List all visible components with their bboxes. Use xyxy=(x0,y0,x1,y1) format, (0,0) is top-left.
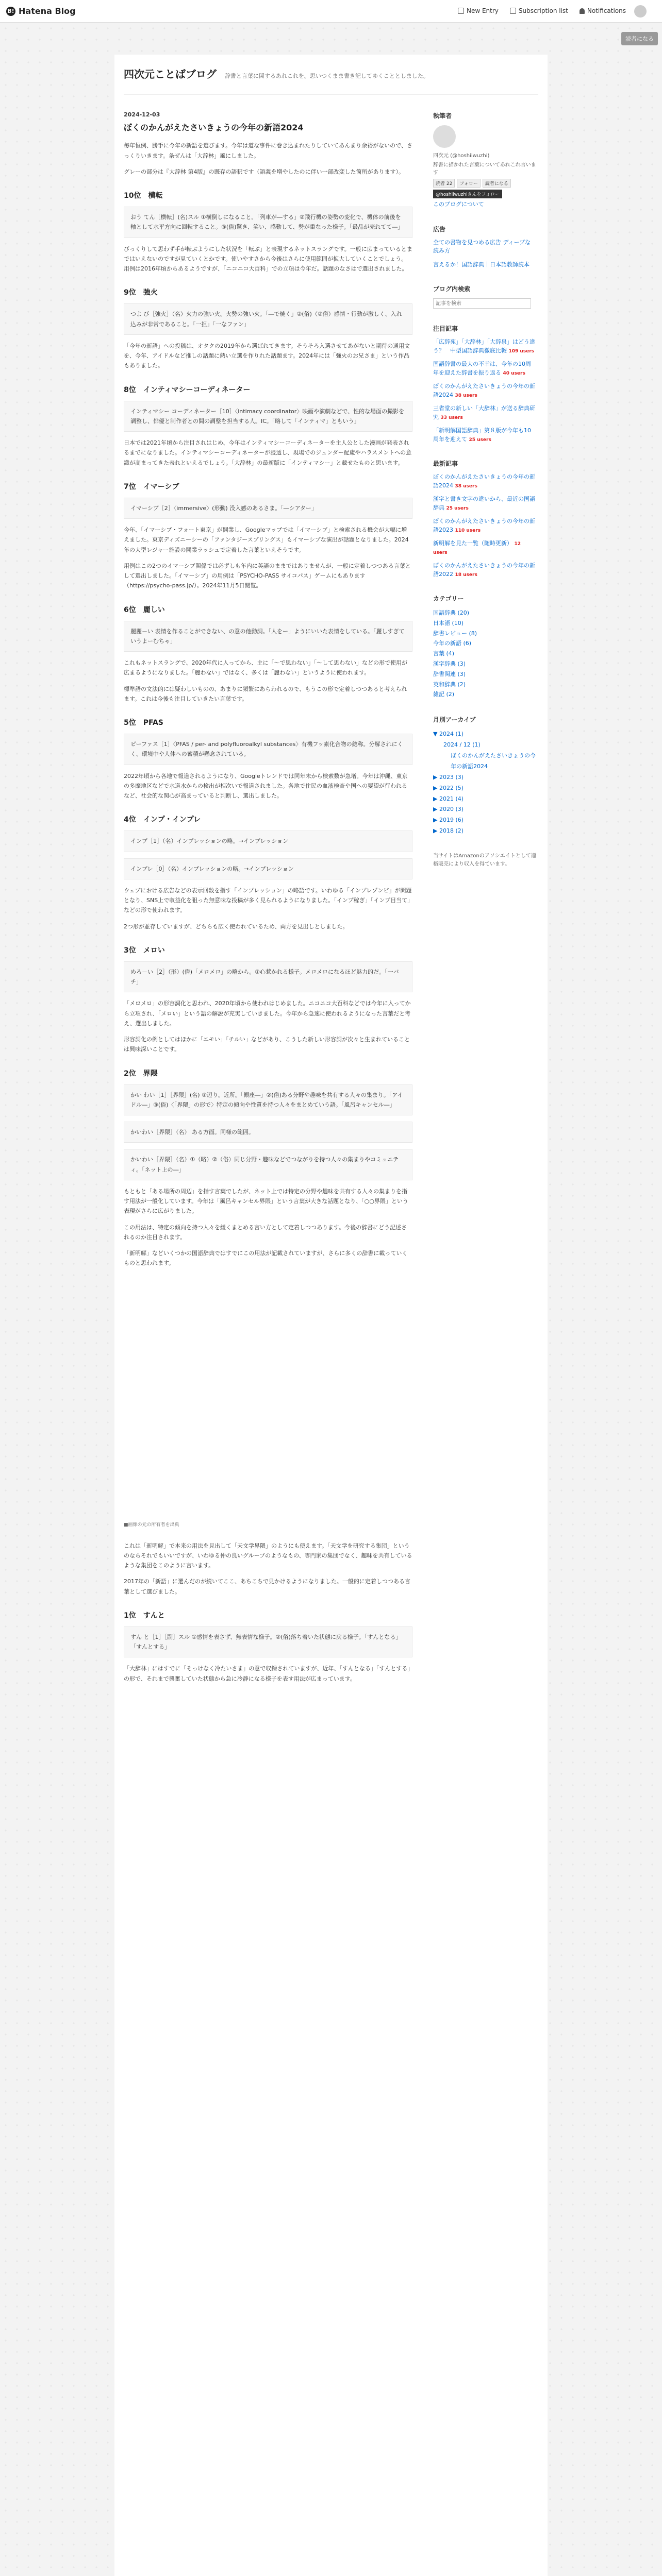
archive-year xyxy=(433,826,536,837)
archive-year-toggle[interactable]: ▶ 2021 (4) xyxy=(433,795,464,802)
section-paragraph: 2つ形が並存していますが、どちらも広く使われているため、両方を見出しとしました。 xyxy=(124,923,349,930)
new-entry-link[interactable] xyxy=(458,7,499,14)
bookmark-users-badge[interactable]: 110 users xyxy=(455,528,481,533)
bookmark-users-badge[interactable]: 18 users xyxy=(455,572,477,578)
ranking-heading: 4位 インプ・インプレ xyxy=(124,816,201,824)
sidebar xyxy=(433,111,536,884)
ad-item-title: 全ての書物を見つめる広告 ディープな読み方 xyxy=(433,239,531,254)
ranking-heading: 1位 すんと xyxy=(124,1611,165,1620)
recent-entry-link[interactable] xyxy=(433,495,536,512)
category-link[interactable]: 日本語 (10) xyxy=(433,619,464,626)
ad-item-title: 言えるか！国語辞典｜日本語教師読本 xyxy=(433,261,529,268)
profile-name[interactable]: 四次元 (@hoshiiwuzhi) xyxy=(433,153,490,159)
image-caption: ■画像の元の所有者を出典 xyxy=(124,1522,179,1528)
dictionary-quote: ピーファス［1］〈PFAS / per- and polyfluoroalkyl substances〉有機フッ素化合物の総称。分解されにくく、環境中や人体への蓄積が懸念されている。 xyxy=(124,734,412,765)
section-paragraph: 「新明解」などいくつかの国語辞典ではすでにこの用法が記載されていますが、さらに多くの辞書に載っていくものと思われます。 xyxy=(124,1250,408,1267)
section-paragraph: ウェブにおける広告などの表示回数を指す「インプレッション」の略語です。いわゆる「インプレゾンビ」が問題となり、SNS上で収益化を狙った無意味な投稿が多く見られるようになりました。「インプ稼ぎ」「インプ目当て」などの形で使われます。 xyxy=(124,887,412,914)
notable-entry-link[interactable] xyxy=(433,338,536,355)
section-paragraph: びっくりして思わず手が転ぶようにした状況を「転ぶ」と表現するネットスラングです。一般に広まっているとまではいえないのですが見ていくとかです。使いやすさから今後はさらに使用範囲が拡大していくことでしょう。用例は2016年頃からあるようですが、「ニコニコ大百科」での立項は今年だ。話題のなさはで選出されました。 xyxy=(124,245,412,273)
notable-entry-link-title: 「新明解国語辞典」第８版が今年も10周年を迎えて xyxy=(433,427,531,443)
notable-entry-link[interactable] xyxy=(433,382,536,399)
ad-item[interactable] xyxy=(433,239,536,256)
recent-module xyxy=(433,459,536,579)
dictionary-quote: イマーシブ［2］〈immersive〉(形動) 没入感のあるさま。「―シアター」 xyxy=(124,498,412,519)
bookmark-users-badge[interactable]: 40 users xyxy=(503,370,525,376)
about-blog-link[interactable]: このブログについて xyxy=(433,201,484,208)
recent-entry-link-title: ぼくのかんがえたさいきょうの今年の新語2024 xyxy=(433,473,535,489)
category-link[interactable]: 言葉 (4) xyxy=(433,650,455,657)
twitter-row xyxy=(433,190,536,198)
notable-entry-link-title: 「広辞苑」「大辞林」「大辞泉」はどう違う？ 中型国語辞典徹底比較 xyxy=(433,338,535,354)
search-heading: ブログ内検索 xyxy=(433,285,471,293)
archive-year xyxy=(433,815,536,826)
global-header xyxy=(0,0,662,23)
global-actions xyxy=(458,7,626,14)
section-paragraph: これは「新明解」で本来の用法を見出して「天文学界隈」のようにも使えます。「天文学を研究する集団」というのならそれでもいいですが、いわゆる仲の良いグループのようなもの、専門家の集団でなく、趣味を共有しているような集団をこのように言います。 xyxy=(124,1542,412,1569)
dictionary-quote: めろ－い［2］（形）(俗)「メロメロ」の略から。①心惹かれる様子。メロメロになるほど魅力的だ。「一バチ」 xyxy=(124,961,412,993)
recent-entry-link-title: 新明解を見た一覧（随時更新） xyxy=(433,540,512,547)
subscription-label: Subscription list xyxy=(518,7,568,14)
category-link[interactable]: 今年の新語 (6) xyxy=(433,640,472,647)
notable-entry-link-title: ぼくのかんがえたさいきょうの今年の新語2024 xyxy=(433,383,535,398)
archive-year xyxy=(433,772,536,783)
dictionary-quote: おう てん［横転］(名)スル ①横倒しになること。「列車が―する」②飛行機の姿勢の変化で、機体の前後を軸として水平方向に回転すること。③(俗)驚き、笑い、感動して、勢が重なった様子。「最品が売れてて―」 xyxy=(124,207,412,238)
notable-entry-link[interactable] xyxy=(433,427,536,444)
recent-entry-link[interactable] xyxy=(433,473,536,490)
follow-button[interactable]: フォロー xyxy=(457,179,481,188)
category-heading: カテゴリー xyxy=(433,595,464,602)
hatena-logo[interactable] xyxy=(6,6,76,16)
bookmark-users-badge[interactable]: 38 users xyxy=(455,393,477,398)
dictionary-quote: つよ び［強火］（名）火力の強い火。火勢の強い火。「―で焼く」②(俗)（②俗）感情・行動が激しく、入れ込みが非常であること。「一担」「一なファン」 xyxy=(124,303,412,335)
dictionary-quote: インプレ［0］（名）インプレッションの略。→インプレッション xyxy=(124,858,412,879)
hatena-logo-text: Hatena Blog xyxy=(19,6,76,16)
category-link[interactable]: 漢字辞典 (3) xyxy=(433,660,466,667)
bookmark-users-badge[interactable]: 12 users xyxy=(433,541,521,555)
archive-year xyxy=(433,804,536,815)
archive-list xyxy=(433,729,536,837)
entry-title[interactable]: ぼくのかんがえたさいきょうの今年の新語2024 xyxy=(124,123,304,132)
category-link[interactable]: 英和辞典 (2) xyxy=(433,681,466,688)
ranking-heading: 5位 PFAS xyxy=(124,719,163,727)
category-link[interactable]: 雑記 (2) xyxy=(433,691,455,698)
section-paragraph: 「今年の新語」への投稿は、オタクの2019年から選ばれてきます。そうそろ入選させてあがないと期待の通用文を、今年、アイドルなど推しの話題に熱い立選を作りれた話題ます。2024年には「強火のお兄さま」という作品もありました。 xyxy=(124,342,410,369)
archive-year-toggle[interactable]: ▶ 2022 (5) xyxy=(433,784,464,791)
notable-entry-link[interactable] xyxy=(433,360,536,377)
profile-description: 辞書に描かれた言葉についてあれこれ言います xyxy=(433,162,536,176)
ranking-heading: 6位 麗しい xyxy=(124,605,165,614)
blog-description: 辞書と言葉に関するあれこれを。思いつくまま書き記してゆくこととしました。 xyxy=(224,73,429,79)
category-module xyxy=(433,594,536,700)
ranking-heading: 9位 強火 xyxy=(124,289,158,297)
archive-year-toggle[interactable]: ▶ 2020 (3) xyxy=(433,806,464,813)
profile-module xyxy=(433,111,536,209)
ad-heading: 広告 xyxy=(433,225,446,233)
intro-paragraph: グレーの部分は『大辞林 第4版』の既存の語釈です（語義を増やしたのに伴い一部改変した箇所があります）。 xyxy=(124,168,404,175)
sidebar-readers-button[interactable]: 読者になる xyxy=(483,179,511,188)
recent-entry-link[interactable] xyxy=(433,539,536,556)
recent-entry-link[interactable] xyxy=(433,562,536,579)
recent-heading: 最新記事 xyxy=(433,460,458,467)
image-placeholder xyxy=(124,1275,412,1517)
profile-buttons xyxy=(433,179,536,188)
bookmark-users-badge[interactable]: 25 users xyxy=(469,437,491,443)
ranking-heading: 2位 界隈 xyxy=(124,1069,158,1078)
entry-date[interactable]: 2024-12-03 xyxy=(124,111,160,118)
profile-heading: 執筆者 xyxy=(433,112,452,120)
dictionary-quote: かいわい［界隈］（名）①（略）②（俗）同じ分野・趣味などでつながりを持つ人々の集まりやコミュニティ。「ネット上の―」 xyxy=(124,1149,412,1180)
recent-entry-link-title: ぼくのかんがえたさいきょうの今年の新語2023 xyxy=(433,518,535,533)
ranking-heading: 7位 イマーシブ xyxy=(124,482,179,491)
section-paragraph: 形容詞化の例としてはほかに「エモい」「チルい」などがあり、こうした新しい形容詞が次々と生まれていることは興味深いことです。 xyxy=(124,1036,410,1053)
section-paragraph: 「メロメロ」の形容詞化と思われ、2020年頃から使われはじめました。ニコニコ大百科などでは今年に入ってから立項され、「メロい」という語の解説が充実していきました。今年から急速に使われるようになった言葉だと考え、選出しました。 xyxy=(124,1000,411,1027)
entry-body xyxy=(124,141,412,1684)
bookmark-users-badge[interactable]: 109 users xyxy=(508,348,535,354)
hatena-logo-icon: B! xyxy=(6,7,15,16)
category-list xyxy=(433,608,536,700)
twitter-follow-button[interactable]: @hoshiiwuzhiさんをフォロー xyxy=(433,190,502,198)
header-divider xyxy=(124,94,538,95)
amazon-note-module xyxy=(433,852,536,869)
recent-entry-link-title: 漢字と書き文字の違いから、最近の国語辞典 xyxy=(433,496,535,511)
intro-paragraph: 毎年恒例、勝手に今年の新語を選びます。今年は道な事件に巻き込まれたりしていてあんまり余裕がないので、さっくりいきます。条ぜんは「大辞林」風にしました。 xyxy=(124,142,412,159)
dictionary-quote: かいわい［界隈］（名） ある方面。同様の範囲。 xyxy=(124,1122,412,1143)
blog-container xyxy=(114,55,548,2576)
section-paragraph: 今年、「イマーシブ・フォート東京」が開業し、Googleマップでは「イマーシブ」と検索される機会が大幅に増えました。東京ディズニーシーの「ファンタジースプリングス」もイマーシブな演出が話題となりました。2024年の大型レジャー施設の開業ラッシュで定着した言葉といえそうです。 xyxy=(124,527,409,553)
ad-item[interactable] xyxy=(433,261,536,269)
archive-year-toggle[interactable]: ▶ 2018 (2) xyxy=(433,827,464,835)
archive-module xyxy=(433,715,536,837)
user-avatar[interactable] xyxy=(634,5,647,18)
amazon-note: 当サイトはAmazonのアソシエイトとして適格販売により収入を得ています。 xyxy=(433,853,536,868)
section-paragraph: 2017年の「新語」に選んだのが続いてここ、あちこちで見かけるようになりました。一般的に定着しつつある言葉として選びました。 xyxy=(124,1578,410,1595)
main-column xyxy=(124,111,412,1690)
readers-button[interactable]: 読者になる xyxy=(621,32,658,45)
blog-search-input[interactable] xyxy=(433,298,531,309)
ad-list xyxy=(433,239,536,269)
section-paragraph: 「大辞林」にはすでに「そっけなく冷たいさま」の意で収録されていますが、近年、「すんとなる」「すんとする」の形で、それまで興奮していた状態から急に冷静になる様子を表す用法が広まっています。 xyxy=(124,1665,410,1682)
notifications-link[interactable] xyxy=(580,7,626,14)
dictionary-quote: 麗麗－い 表情を作ることができない、の意の他動詞。「人をー」ようにいいた表情をしている。「麗しすぎていうよーむちゃ」 xyxy=(124,621,412,652)
dictionary-quote: インティマシー コーディネーター［10］〈intimacy coordinator〉映画や演劇などで、性的な場面の撮影を調整し、俳優と制作者との間の調整を担当する人。IC。「略して「インティマ」ともいう」 xyxy=(124,401,412,432)
notable-entry-link-title: 国語辞書の最大の不幸は、今年の10周年を迎えた辞書を振り返る xyxy=(433,361,531,376)
reader-count: 読者 22 xyxy=(433,179,455,188)
archive-entry-link[interactable]: ぼくのかんがえたさいきょうの今年の新語2024 xyxy=(451,752,536,770)
notifications-label: Notifications xyxy=(587,7,626,14)
archive-heading: 月別アーカイブ xyxy=(433,716,476,724)
blog-header xyxy=(124,66,538,81)
notable-heading: 注目記事 xyxy=(433,325,458,332)
bookmark-users-badge[interactable]: 33 users xyxy=(440,415,463,420)
archive-year-toggle[interactable]: ▶ 2023 (3) xyxy=(433,773,464,781)
subscription-list-link[interactable] xyxy=(510,7,568,14)
category-link[interactable]: 国語辞典 (20) xyxy=(433,609,470,616)
section-paragraph: この用法は、特定の傾向を持つ人々を緩くまとめる言い方として定着しつつあります。今後の辞書にどう記述されるのか注目されます。 xyxy=(124,1224,407,1241)
blog-title[interactable]: 四次元ことばブログ xyxy=(124,68,217,80)
category-link[interactable]: 辞書関連 (3) xyxy=(433,670,466,677)
search-module xyxy=(433,284,536,309)
ad-module xyxy=(433,225,536,269)
section-paragraph: 日本では2021年頃から注目されはじめ、今年はインティマシーコーディネーターを主人公とした漫画が発表されるまでになりました。インティマシーコーディネーターが浸透し、現場でのジェンダー配慮やハラスメントへの意識が高まってきた表れといえるでしょう。「大辞林」の最新版に「インティマシー」と載せたものと思います。 xyxy=(124,439,412,466)
new-entry-label: New Entry xyxy=(466,7,499,14)
dictionary-quote: インプ［1］（名）インプレッションの略。→インプレッション xyxy=(124,831,412,852)
archive-month-link[interactable]: 2024 / 12 (1) xyxy=(443,741,481,749)
recent-list xyxy=(433,473,536,579)
category-link[interactable]: 辞書レビュー (8) xyxy=(433,630,477,637)
ranking-heading: 8位 インティマシーコーディネーター xyxy=(124,385,251,394)
notable-list xyxy=(433,338,536,444)
archive-year xyxy=(433,783,536,794)
archive-year-toggle[interactable]: ▶ 2019 (6) xyxy=(433,817,464,824)
section-paragraph: 標準語の文法的には疑わしいものの、あまりに頻繁にあらわれるので、もうこの形で定着しつつあると考えられます。これは今後も注目していきたい言葉です。 xyxy=(124,685,407,702)
bell-icon xyxy=(580,8,585,14)
notable-module xyxy=(433,324,536,444)
ranking-heading: 3位 メロい xyxy=(124,946,165,955)
profile-avatar[interactable] xyxy=(433,125,456,148)
dictionary-quote: かい わい［1］［界隈］(名) ①辺り。近所。「銀座―」②(俗)ある分野や趣味を共有する人々の集まり。「アイドル―」③(俗)〈「界隈」の形で〉特定の傾向や性質を持つ人々をまとめていう語。「風呂キャンセル―」 xyxy=(124,1084,412,1116)
section-paragraph: これもネットスラングで、2020年代に入ってから、主に「〜で思わない」「〜して思わない」などの形で使用が広まるようになりました。「麗わない」ではなく、多くは「麗わない」というように使われます。 xyxy=(124,659,407,676)
archive-year xyxy=(433,794,536,805)
recent-entry-link[interactable] xyxy=(433,517,536,534)
bookmark-users-badge[interactable]: 25 users xyxy=(446,505,469,511)
archive-year-toggle[interactable]: ▼ 2024 (1) xyxy=(433,731,464,738)
list-icon xyxy=(510,8,516,14)
section-paragraph: もともと「ある場所の周辺」を指す言葉でしたが、ネット上では特定の分野や趣味を共有する人々の集まりを指す用法が一般化しています。今年は「風呂キャンセル界隈」という言葉が大きな話題となり、「○○界隈」という表現がさらに広がりました。 xyxy=(124,1188,408,1215)
bookmark-users-badge[interactable]: 38 users xyxy=(455,483,477,489)
dictionary-quote: すん と［1］［副］スル ①感情を表さず、無表情な様子。②(俗)落ち着いた状態に戻る様子。「すんとなる」「すんとする」 xyxy=(124,1626,412,1658)
section-paragraph: 用例はこの2つのイマーシブ関係では必ずしも年内に英語のままではありませんが、一般に定着しつつある言葉として選出しました。「イマーシブ」の用例は「PSYCHO-PASS サイコパス」ゲームにもあります（https://psycho-pass.jp/）。2024年11月5日閲覧。 xyxy=(124,562,411,589)
recent-entry-link-title: ぼくのかんがえたさいきょうの今年の新語2022 xyxy=(433,562,535,578)
archive-year xyxy=(433,729,536,740)
notable-entry-link-title: 三省堂の新しい「大辞林」が送る辞典研究 xyxy=(433,405,535,420)
notable-entry-link[interactable] xyxy=(433,404,536,421)
ranking-heading: 10位 横転 xyxy=(124,192,163,200)
section-paragraph: 2022年頃から各地で報道されるようになり、Googleトレンドでは同年末から検索数が急増。今年は沖縄、東京の多摩地区などで水道水からの検出が相次いで報道されました。各地で住民の血液検査や国への要望が行われるなど、社会的な関心が高まっていると判断し、選出しました。 xyxy=(124,772,408,800)
pencil-icon xyxy=(458,8,464,14)
